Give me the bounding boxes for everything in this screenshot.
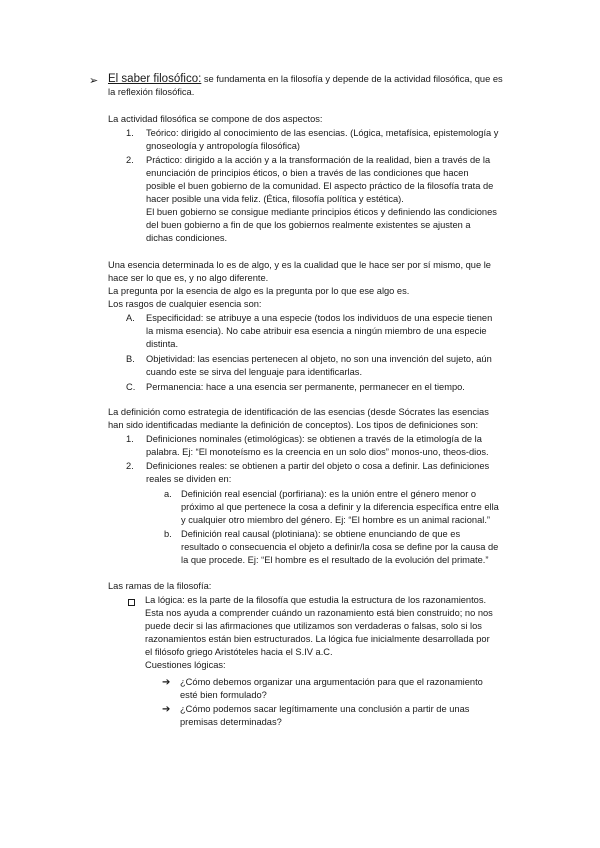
- intro-paragraph: El saber filosófico: se fundamenta en la filosofía y depende de la actividad filosófica, que es la reflexión filosófica.: [108, 73, 503, 97]
- list-item: La lógica: es la parte de la filosofía que estudia la estructura de los razonamientos. Esta nos ayuda a comprender cuándo un razonamiento está bien construido; no nos puede decir si las afirmaciones que utilizamos son verdaderas o falsas, solo si los razonamientos están bien estructurados. La lógica fue inicialmente desarrollada por el filósofo griego Aristóteles hacia el S.IV a.C. Cuestiones lógicas:: [145, 594, 549, 672]
- rasgos-list: [126, 312, 546, 394]
- cuestiones-heading: Cuestiones lógicas:: [145, 660, 226, 670]
- list-item: 1. Teórico: dirigido al conocimiento de las esencias. (Lógica, metafísica, epistemología y gnoseología y antropología filosófica): [126, 128, 499, 151]
- esencia-paragraph: Una esencia determinada lo es de algo, y es la cualidad que le hace ser por sí mismo, que le hace ser lo que es, y no algo diferente. La pregunta por la esencia de algo es la pregunta por lo que ese algo es. Los rasgos de cualquier esencia son:: [108, 260, 491, 309]
- list-item: b. Definición real causal (plotiniana): se obtiene enunciando de que es resultado o consecuencia el objeto a definir/la cosa se define por la causa de la que procede. Ej: “El hombre es el resultado de la evolución del primate.”: [164, 529, 499, 565]
- ramas-heading: Las ramas de la filosofía:: [108, 581, 212, 591]
- list-item: B. Objetividad: las esencias pertenecen al objeto, no son una invención del sujeto, aún cuando este se sirva del lenguaje para identificarlas.: [126, 354, 492, 377]
- checkbox-bullet-icon: [128, 597, 135, 610]
- list-item: ➔ ¿Cómo debemos organizar una argumentación para que el razonamiento esté bien formulado?: [162, 677, 483, 700]
- arrow-right-icon: ➔: [162, 677, 171, 688]
- list-item: 2. Práctico: dirigido a la acción y a la transformación de la realidad, bien a través de la enunciación de principios éticos, o bien a través de las condiciones que hacen posible el buen gobierno de la comunidad. El aspecto práctico de la filosofía trata de hacer posible una vida feliz. (Ética, filosofía política y estética). El buen gobierno se consigue mediante principios éticos y definiendo las condiciones del buen gobierno a fin de que los gobiernos realmente existentes se ajusten a dichas condiciones.: [126, 155, 497, 243]
- actividad-heading: La actividad filosófica se compone de dos aspectos:: [108, 114, 323, 124]
- actividad-list: [126, 127, 546, 245]
- list-item: C. Permanencia: hace a una esencia ser permanente, permanecer en el tiempo.: [126, 382, 465, 392]
- list-item: A. Especificidad: se atribuye a una especie (todos los individuos de una especie tienen la misma esencia). No cabe atribuir esa esencia a ningún miembro de una especie distinta.: [126, 313, 493, 349]
- list-item: a. Definición real esencial (porfiriana): es la unión entre el género menor o próximo al que pertenece la cosa a definir y la diferencia específica entre ella y cualquier otro miembro del género. Ej: “El hombre es un animal racional.”: [164, 489, 499, 525]
- list-item: ➔ ¿Cómo podemos sacar legítimamente una conclusión a partir de unas premisas determinadas?: [162, 704, 470, 727]
- ramas-list: [145, 594, 549, 672]
- definiciones-reales-sublist: [164, 488, 549, 567]
- list-item: 2. Definiciones reales: se obtienen a partir del objeto o cosa a definir. Las definiciones reales se dividen en:: [126, 461, 490, 484]
- list-item: 1. Definiciones nominales (etimológicas): se obtienen a través de la etimología de la palabra. Ej: “El monoteísmo es la creencia en un solo dios” monos-uno, theos-dios.: [126, 434, 489, 457]
- definiciones-list: [126, 433, 546, 486]
- section-title: El saber filosófico:: [108, 73, 202, 85]
- definicion-paragraph: La definición como estrategia de identificación de las esencias (desde Sócrates las esencias han sido identificadas mediante la definición de conceptos). Los tipos de definiciones son:: [108, 407, 489, 430]
- arrowhead-bullet-icon: ➢: [89, 74, 99, 87]
- cuestiones-list: [162, 676, 548, 729]
- arrow-right-icon: ➔: [162, 704, 171, 715]
